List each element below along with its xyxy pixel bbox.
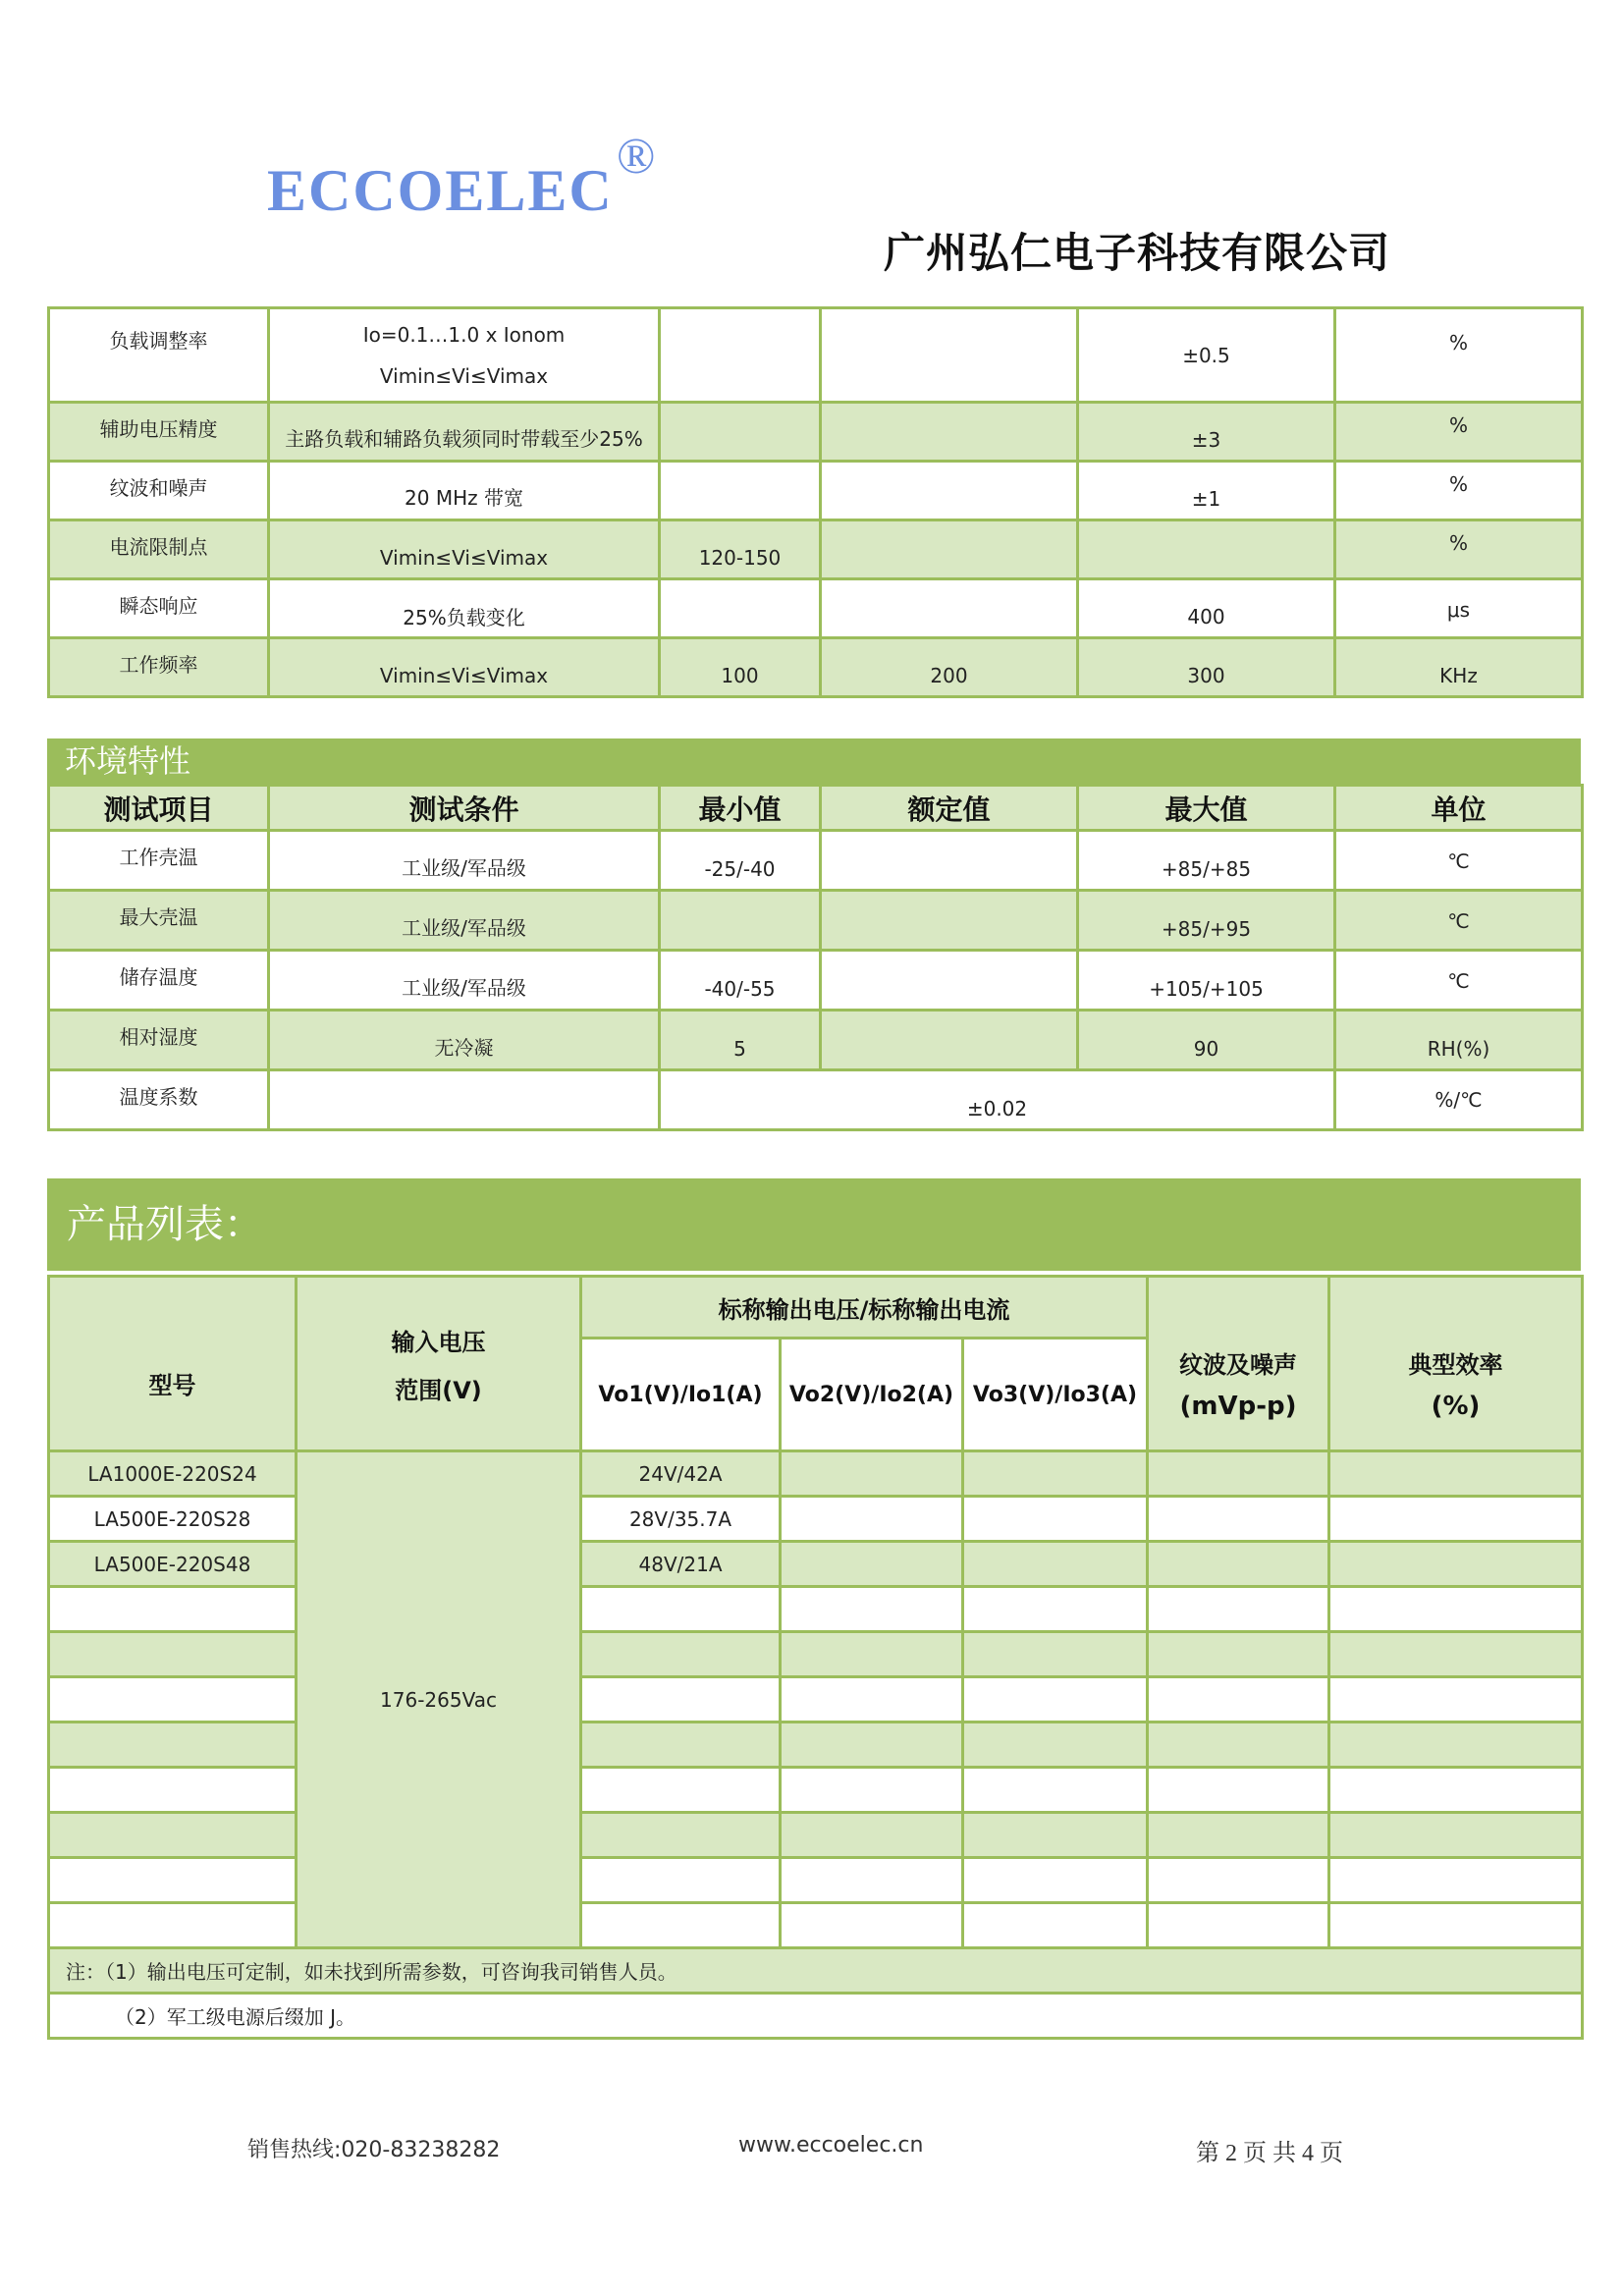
param-max xyxy=(1078,520,1335,579)
table-row xyxy=(49,1451,1583,1497)
efficiency-cell xyxy=(1329,1497,1583,1542)
vo2-cell xyxy=(781,1858,963,1903)
env-table xyxy=(47,784,1584,1131)
vo1-cell: 28V/35.7A xyxy=(581,1497,781,1542)
env-min xyxy=(660,891,821,951)
ripple-cell xyxy=(1148,1677,1329,1722)
col-header-ripple xyxy=(1148,1277,1329,1451)
vo3-cell xyxy=(963,1587,1148,1632)
col-header-nominal-output: 标称输出电压/标称输出电流 xyxy=(581,1277,1148,1339)
param-condition: 20 MHz 带宽 xyxy=(269,462,660,520)
env-unit: %/℃ xyxy=(1335,1070,1583,1130)
env-max: +85/+95 xyxy=(1078,891,1335,951)
vo2-cell xyxy=(781,1903,963,1948)
env-unit: RH(%) xyxy=(1335,1011,1583,1070)
env-name: 最大壳温 xyxy=(49,891,269,951)
company-name: 广州弘仁电子科技有限公司 xyxy=(884,229,1391,277)
env-max: +105/+105 xyxy=(1078,951,1335,1011)
param-condition xyxy=(269,308,660,403)
env-min: 5 xyxy=(660,1011,821,1070)
col-header-unit: 单位 xyxy=(1335,786,1583,831)
param-min: 120-150 xyxy=(660,520,821,579)
env-unit: ℃ xyxy=(1335,951,1583,1011)
param-condition: 主路负载和辅路负载须同时带载至少25% xyxy=(269,403,660,462)
ripple-cell xyxy=(1148,1451,1329,1497)
env-name: 工作壳温 xyxy=(49,831,269,891)
col-header-vo2: Vo2(V)/Io2(A) xyxy=(781,1339,963,1451)
param-typ: 200 xyxy=(821,638,1078,697)
ripple-cell xyxy=(1148,1497,1329,1542)
param-typ xyxy=(821,520,1078,579)
model-cell xyxy=(49,1903,297,1948)
env-name: 温度系数 xyxy=(49,1070,269,1130)
vo2-cell xyxy=(781,1451,963,1497)
env-merged-value: ±0.02 xyxy=(660,1070,1335,1130)
vo2-cell xyxy=(781,1677,963,1722)
vo3-cell xyxy=(963,1903,1148,1948)
param-name: 负载调整率 xyxy=(49,308,269,403)
table-row xyxy=(49,1632,1583,1677)
efficiency-cell xyxy=(1329,1451,1583,1497)
env-header-row xyxy=(49,786,1583,831)
model-cell xyxy=(49,1768,297,1813)
vo3-cell xyxy=(963,1813,1148,1858)
vin-header-line-1: 输入电压 xyxy=(391,1328,486,1356)
page-number: 第 2 页 共 4 页 xyxy=(1196,2141,1343,2166)
table-row xyxy=(49,1813,1583,1858)
product-header-row-1 xyxy=(49,1277,1583,1339)
table-row xyxy=(49,520,1583,579)
param-name: 瞬态响应 xyxy=(49,579,269,638)
param-name: 辅助电压精度 xyxy=(49,403,269,462)
param-min xyxy=(660,462,821,520)
ripple-header-line-2: (mVp-p) xyxy=(1179,1392,1297,1421)
vo3-cell xyxy=(963,1677,1148,1722)
param-typ xyxy=(821,579,1078,638)
efficiency-cell xyxy=(1329,1677,1583,1722)
param-max: ±1 xyxy=(1078,462,1335,520)
model-cell xyxy=(49,1722,297,1768)
env-max: +85/+85 xyxy=(1078,831,1335,891)
vo2-cell xyxy=(781,1542,963,1587)
param-typ xyxy=(821,308,1078,403)
param-condition: Vimin≤Vi≤Vimax xyxy=(269,520,660,579)
table-row xyxy=(49,462,1583,520)
env-typ xyxy=(821,1011,1078,1070)
model-cell xyxy=(49,1587,297,1632)
condition-line-1: Io=0.1…1.0 x Ionom xyxy=(362,322,566,347)
model-cell xyxy=(49,1632,297,1677)
product-section-title: 产品列表： xyxy=(47,1178,1581,1271)
eff-header-line-2: (%) xyxy=(1431,1392,1481,1421)
model-cell xyxy=(49,1813,297,1858)
vo3-cell xyxy=(963,1542,1148,1587)
col-header-efficiency xyxy=(1329,1277,1583,1451)
col-header-condition: 测试条件 xyxy=(269,786,660,831)
brand-logo xyxy=(267,129,658,225)
vo1-cell xyxy=(581,1587,781,1632)
vo1-cell xyxy=(581,1722,781,1768)
model-cell: LA500E-220S48 xyxy=(49,1542,297,1587)
param-typ xyxy=(821,462,1078,520)
model-cell xyxy=(49,1858,297,1903)
product-table xyxy=(47,1275,1584,2040)
table-row xyxy=(49,1858,1583,1903)
table-row xyxy=(49,951,1583,1011)
vo3-cell xyxy=(963,1722,1148,1768)
env-min: -25/-40 xyxy=(660,831,821,891)
vo1-cell: 24V/42A xyxy=(581,1451,781,1497)
note-row xyxy=(49,1994,1583,2039)
param-max: ±3 xyxy=(1078,403,1335,462)
param-min xyxy=(660,403,821,462)
sales-hotline: 销售热线:020-83238282 xyxy=(247,2138,501,2162)
efficiency-cell xyxy=(1329,1542,1583,1587)
table-row xyxy=(49,831,1583,891)
env-condition: 工业级/军品级 xyxy=(269,891,660,951)
vo2-cell xyxy=(781,1813,963,1858)
efficiency-cell xyxy=(1329,1632,1583,1677)
table-row xyxy=(49,579,1583,638)
param-unit: μs xyxy=(1335,579,1583,638)
input-voltage-cell: 176-265Vac xyxy=(297,1451,581,1948)
vo2-cell xyxy=(781,1722,963,1768)
efficiency-cell xyxy=(1329,1813,1583,1858)
table-row xyxy=(49,1070,1583,1130)
param-condition: Vimin≤Vi≤Vimax xyxy=(269,638,660,697)
website-link[interactable]: www.eccoelec.cn xyxy=(738,2133,924,2158)
col-header-vo1: Vo1(V)/Io1(A) xyxy=(581,1339,781,1451)
env-name: 储存温度 xyxy=(49,951,269,1011)
table-row xyxy=(49,638,1583,697)
ripple-cell xyxy=(1148,1722,1329,1768)
vo1-cell xyxy=(581,1903,781,1948)
env-section-title: 环境特性 xyxy=(47,738,1581,784)
param-condition: 25%负载变化 xyxy=(269,579,660,638)
output-spec-table xyxy=(47,306,1584,698)
table-row xyxy=(49,308,1583,403)
table-row xyxy=(49,1903,1583,1948)
vo1-cell: 48V/21A xyxy=(581,1542,781,1587)
col-header-model xyxy=(49,1277,297,1451)
table-row xyxy=(49,1497,1583,1542)
vo2-cell xyxy=(781,1497,963,1542)
param-min xyxy=(660,579,821,638)
ripple-cell xyxy=(1148,1587,1329,1632)
vo1-cell xyxy=(581,1632,781,1677)
env-typ xyxy=(821,891,1078,951)
env-max: 90 xyxy=(1078,1011,1335,1070)
env-unit: ℃ xyxy=(1335,831,1583,891)
ripple-cell xyxy=(1148,1858,1329,1903)
table-row xyxy=(49,1768,1583,1813)
param-max: 400 xyxy=(1078,579,1335,638)
efficiency-cell xyxy=(1329,1903,1583,1948)
vo1-cell xyxy=(581,1858,781,1903)
param-name: 工作频率 xyxy=(49,638,269,697)
efficiency-cell xyxy=(1329,1768,1583,1813)
param-unit: % xyxy=(1335,308,1583,403)
model-cell: LA1000E-220S24 xyxy=(49,1451,297,1497)
env-condition: 工业级/军品级 xyxy=(269,831,660,891)
note-1: 注：（1）输出电压可定制，如未找到所需参数，可咨询我司销售人员。 xyxy=(49,1948,1583,1994)
efficiency-cell xyxy=(1329,1858,1583,1903)
vo3-cell xyxy=(963,1497,1148,1542)
ripple-cell xyxy=(1148,1903,1329,1948)
param-min xyxy=(660,308,821,403)
vo1-cell xyxy=(581,1768,781,1813)
model-cell xyxy=(49,1677,297,1722)
vo3-cell xyxy=(963,1858,1148,1903)
model-header-label: 型号 xyxy=(148,1372,196,1399)
col-header-max: 最大值 xyxy=(1078,786,1335,831)
env-condition xyxy=(269,1070,660,1130)
registered-mark: ® xyxy=(617,129,658,185)
table-row xyxy=(49,1722,1583,1768)
vo1-cell xyxy=(581,1677,781,1722)
col-header-vo3: Vo3(V)/Io3(A) xyxy=(963,1339,1148,1451)
table-row xyxy=(49,891,1583,951)
env-typ xyxy=(821,831,1078,891)
col-header-rated: 额定值 xyxy=(821,786,1078,831)
param-unit: % xyxy=(1335,403,1583,462)
vin-header-line-2: 范围(V) xyxy=(395,1376,482,1404)
condition-line-2: Vimin≤Vi≤Vimax xyxy=(379,363,549,388)
param-min: 100 xyxy=(660,638,821,697)
param-unit: % xyxy=(1335,520,1583,579)
model-cell: LA500E-220S28 xyxy=(49,1497,297,1542)
col-header-min: 最小值 xyxy=(660,786,821,831)
ripple-cell xyxy=(1148,1542,1329,1587)
vo2-cell xyxy=(781,1768,963,1813)
note-row xyxy=(49,1948,1583,1994)
env-min: -40/-55 xyxy=(660,951,821,1011)
vo3-cell xyxy=(963,1768,1148,1813)
vo1-cell xyxy=(581,1813,781,1858)
ripple-header-line-1: 纹波及噪声 xyxy=(1179,1351,1297,1379)
table-row xyxy=(49,1587,1583,1632)
param-unit: KHz xyxy=(1335,638,1583,697)
ripple-cell xyxy=(1148,1768,1329,1813)
ripple-cell xyxy=(1148,1813,1329,1858)
col-header-item: 测试项目 xyxy=(49,786,269,831)
vo3-cell xyxy=(963,1632,1148,1677)
table-row xyxy=(49,1011,1583,1070)
param-max: 300 xyxy=(1078,638,1335,697)
eff-header-line-1: 典型效率 xyxy=(1408,1351,1503,1379)
logo-text: ECCOELEC xyxy=(267,158,614,223)
vo2-cell xyxy=(781,1587,963,1632)
env-name: 相对湿度 xyxy=(49,1011,269,1070)
env-typ xyxy=(821,951,1078,1011)
table-row xyxy=(49,1677,1583,1722)
col-header-input-voltage xyxy=(297,1277,581,1451)
vo3-cell xyxy=(963,1451,1148,1497)
note-2: （2）军工级电源后缀加 J。 xyxy=(49,1994,1583,2039)
env-condition: 工业级/军品级 xyxy=(269,951,660,1011)
vo2-cell xyxy=(781,1632,963,1677)
env-condition: 无冷凝 xyxy=(269,1011,660,1070)
table-row xyxy=(49,403,1583,462)
ripple-cell xyxy=(1148,1632,1329,1677)
param-name: 纹波和噪声 xyxy=(49,462,269,520)
param-name: 电流限制点 xyxy=(49,520,269,579)
table-row xyxy=(49,1542,1583,1587)
param-typ xyxy=(821,403,1078,462)
efficiency-cell xyxy=(1329,1587,1583,1632)
param-max: ±0.5 xyxy=(1078,308,1335,403)
env-unit: ℃ xyxy=(1335,891,1583,951)
param-unit: % xyxy=(1335,462,1583,520)
efficiency-cell xyxy=(1329,1722,1583,1768)
